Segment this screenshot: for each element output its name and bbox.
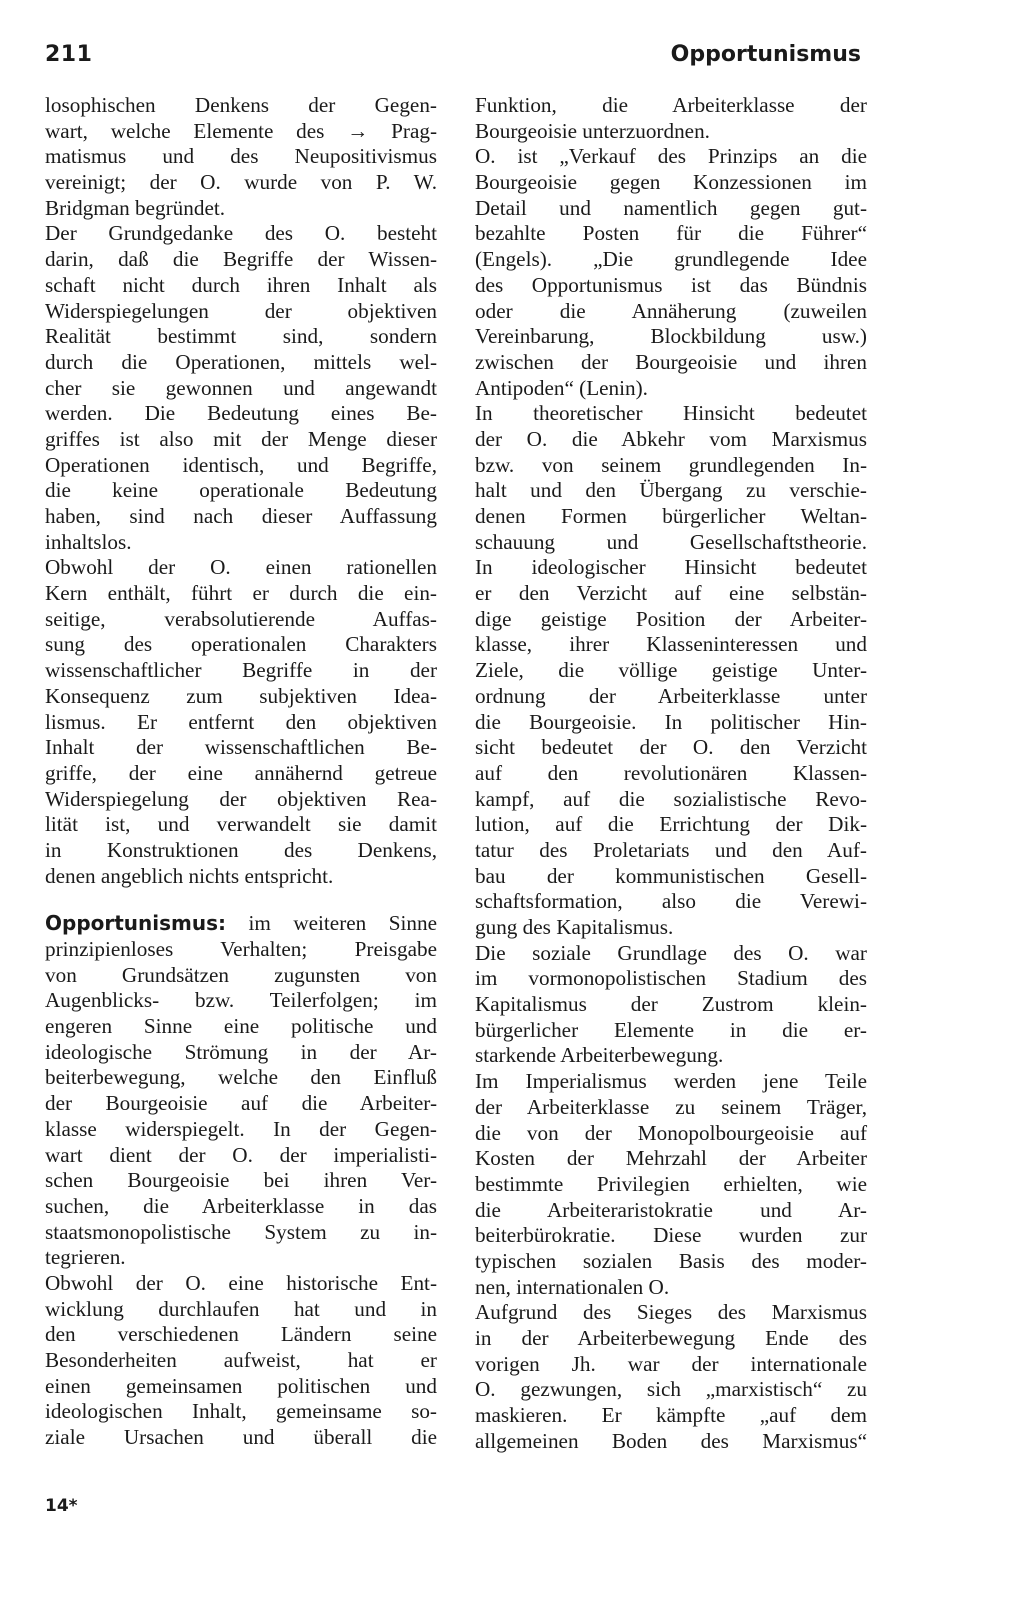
text-line: wart dient der O. der imperialisti- — [45, 1142, 437, 1167]
page-number: 211 — [45, 42, 93, 67]
text-line: matismus und des Neupositivismus — [45, 144, 437, 169]
text-line: wicklung durchlaufen hat und in — [45, 1296, 437, 1321]
text-line: staatsmonopolistische System zu in- — [45, 1219, 437, 1244]
text-line: beiterbewegung, welche den Einfluß — [45, 1065, 437, 1090]
text-line: im vormonopolistischen Stadium des — [475, 966, 867, 991]
text-line: darin, daß die Begriffe der Wissen- — [45, 247, 437, 272]
text-line: Widerspiegelung der objektiven Rea- — [45, 786, 437, 811]
text-line: nen, internationalen O. — [475, 1274, 670, 1299]
text-line: werden. Die Bedeutung eines Be- — [45, 401, 437, 426]
text-line: griffe, der eine annähernd getreue — [45, 760, 437, 785]
text-line: Aufgrund des Sieges des Marxismus — [475, 1300, 867, 1325]
text-line: bezahlte Posten für die Führer“ — [475, 221, 867, 246]
text-line: schauung und Gesellschaftstheorie. — [475, 529, 867, 554]
text-line: durch die Operationen, mittels wel- — [45, 349, 437, 374]
text-line: prinzipienloses Verhalten; Preisgabe — [45, 937, 437, 961]
text-line: er den Verzicht auf eine selbstän- — [475, 581, 867, 606]
text-line: engeren Sinne eine politische und — [45, 1014, 437, 1039]
text-line: Funktion, die Arbeiterklasse der — [475, 93, 867, 117]
text-line: der Arbeiterklasse zu seinem Träger, — [475, 1094, 867, 1119]
text-line: wart, welche Elemente des → Prag- — [45, 118, 437, 143]
text-line: klasse, ihrer Klasseninteressen und — [475, 632, 867, 657]
text-line: oder die Annäherung (zuweilen — [475, 298, 867, 323]
text-line: starkende Arbeiterbewegung. — [475, 1043, 724, 1068]
text-line: Kosten der Mehrzahl der Arbeiter — [475, 1146, 867, 1171]
text-line: Inhalt der wissenschaftlichen Be- — [45, 735, 437, 760]
paragraph-gap — [45, 889, 437, 911]
text-line: inhaltslos. — [45, 529, 132, 554]
text-line: Detail und namentlich gegen gut- — [475, 195, 867, 220]
text-line: maskieren. Er kämpfte „auf dem — [475, 1403, 867, 1428]
text-line: auf den revolutionären Klassen- — [475, 760, 867, 785]
text-line: in der Arbeiterbewegung Ende des — [475, 1326, 867, 1350]
text-line: Operationen identisch, und Begriffe, — [45, 452, 437, 477]
text-line: halt und den Übergang zu verschie- — [475, 478, 867, 503]
text-line: In theoretischer Hinsicht bedeutet — [475, 401, 867, 426]
text-line: seitige, verabsolutierende Auffas- — [45, 606, 437, 631]
text-line: In ideologischer Hinsicht bedeutet — [475, 555, 867, 580]
text-line: Augenblicks- bzw. Teilerfolgen; im — [45, 988, 437, 1013]
text-line: die Bourgeoisie. In politischer Hin- — [475, 709, 867, 734]
entry-headword: Opportunismus: — [45, 911, 227, 936]
text-line: sung des operationalen Charakters — [45, 632, 437, 657]
text-line: denen Formen bürgerlicher Weltan- — [475, 504, 867, 528]
text-line: Realität bestimmt sind, sondern — [45, 324, 437, 349]
text-line: in Konstruktionen des Denkens, — [45, 837, 437, 862]
text-line: O. ist „Verkauf des Prinzips an die — [475, 144, 867, 169]
text-line: den verschiedenen Ländern seine — [45, 1322, 437, 1347]
text-line: Bourgeoisie unterzuordnen. — [475, 118, 710, 143]
text-line: losophischen Denkens der Gegen- — [45, 93, 437, 117]
text-line: der O. die Abkehr vom Marxismus — [475, 426, 867, 451]
text-line: sicht bedeutet der O. den Verzicht — [475, 735, 867, 760]
text-line: Im Imperialismus werden jene Teile — [475, 1069, 867, 1094]
text-line: ideologischen Inhalt, gemeinsame so- — [45, 1399, 437, 1424]
text-line: Widerspiegelungen der objektiven — [45, 298, 437, 323]
text-line: vereinigt; der O. wurde von P. W. — [45, 170, 437, 195]
text-line: (Engels). „Die grundlegende Idee — [475, 247, 867, 272]
text-line: schaft nicht durch ihren Inhalt als — [45, 272, 437, 297]
text-line: Die soziale Grundlage des O. war — [475, 940, 867, 965]
text-line: die Arbeiteraristokratie und Ar- — [475, 1197, 867, 1222]
text-line: Ziele, die völlige geistige Unter- — [475, 658, 867, 683]
text-line: bürgerlicher Elemente in die er- — [475, 1017, 867, 1042]
text-line: lität ist, und verwandelt sie damit — [45, 812, 437, 837]
text-line: von Grundsätzen zugunsten von — [45, 962, 437, 987]
text-line: zwischen der Bourgeoisie und ihren — [475, 349, 867, 374]
text-line: Obwohl der O. eine historische Ent- — [45, 1270, 437, 1295]
text-line: schaftsformation, also die Verewi- — [475, 889, 867, 914]
text-line: ideologische Strömung in der Ar- — [45, 1039, 437, 1064]
text-line: ordnung der Arbeiterklasse unter — [475, 683, 867, 708]
text-line: Vereinbarung, Blockbildung usw.) — [475, 324, 867, 349]
text-line: tatur des Proletariats und den Auf- — [475, 837, 867, 862]
text-line: gung des Kapitalismus. — [475, 915, 674, 939]
text-line: O. gezwungen, sich „marxistisch“ zu — [475, 1377, 867, 1402]
text-line: lismus. Er entfernt den objektiven — [45, 709, 437, 734]
text-line: Obwohl der O. einen rationellen — [45, 555, 437, 580]
text-line: die von der Monopolbourgeoisie auf — [475, 1120, 867, 1145]
text-line: ziale Ursachen und überall die — [45, 1425, 437, 1450]
text-line: griffes ist also mit der Menge dieser — [45, 426, 437, 451]
text-line — [45, 911, 437, 937]
text-line: bzw. von seinem grundlegenden In- — [475, 452, 867, 477]
text-line: haben, sind nach dieser Auffassung — [45, 504, 437, 528]
text-line: Bridgman begründet. — [45, 195, 226, 220]
text-line: Antipoden“ (Lenin). — [475, 375, 648, 400]
text-line: beiterbürokratie. Diese wurden zur — [475, 1223, 867, 1248]
text-line: wissenschaftlicher Begriffe in der — [45, 658, 437, 683]
text-line: dige geistige Position der Arbeiter- — [475, 606, 867, 631]
text-line: allgemeinen Boden des Marxismus“ — [475, 1428, 867, 1453]
text-line: denen angeblich nichts entspricht. — [45, 863, 334, 888]
text-line: bestimmte Privilegien erhielten, wie — [475, 1171, 867, 1196]
left-column — [45, 93, 437, 1451]
text-line: Bourgeoisie gegen Konzessionen im — [475, 170, 867, 195]
text-line: cher sie gewonnen und angewandt — [45, 375, 437, 400]
text-line: des Opportunismus ist das Bündnis — [475, 272, 867, 297]
text-line: der Bourgeoisie auf die Arbeiter- — [45, 1091, 437, 1116]
text-line: suchen, die Arbeiterklasse in das — [45, 1193, 437, 1218]
text-line: Besonderheiten aufweist, hat er — [45, 1348, 437, 1372]
text-line: lution, auf die Errichtung der Dik- — [475, 812, 867, 837]
text-line: Kapitalismus der Zustrom klein- — [475, 992, 867, 1017]
right-column — [475, 93, 867, 1454]
text-line: vorigen Jh. war der internationale — [475, 1351, 867, 1376]
running-title: Opportunismus — [670, 42, 861, 67]
text-line: einen gemeinsamen politischen und — [45, 1373, 437, 1398]
entry-text: im weiteren Sinne — [226, 911, 437, 936]
text-line: schen Bourgeoisie bei ihren Ver- — [45, 1168, 437, 1193]
text-line: Kern enthält, führt er durch die ein- — [45, 581, 437, 606]
text-line: klasse widerspiegelt. In der Gegen- — [45, 1116, 437, 1141]
text-line: tegrieren. — [45, 1245, 126, 1270]
text-line: die keine operationale Bedeutung — [45, 478, 437, 503]
text-line: Konsequenz zum subjektiven Idea- — [45, 683, 437, 708]
signature-mark: 14* — [45, 1496, 78, 1516]
text-line: Der Grundgedanke des O. besteht — [45, 221, 437, 246]
text-line: bau der kommunistischen Gesell- — [475, 863, 867, 888]
text-line: kampf, auf die sozialistische Revo- — [475, 786, 867, 811]
text-line: typischen sozialen Basis des moder- — [475, 1248, 867, 1273]
